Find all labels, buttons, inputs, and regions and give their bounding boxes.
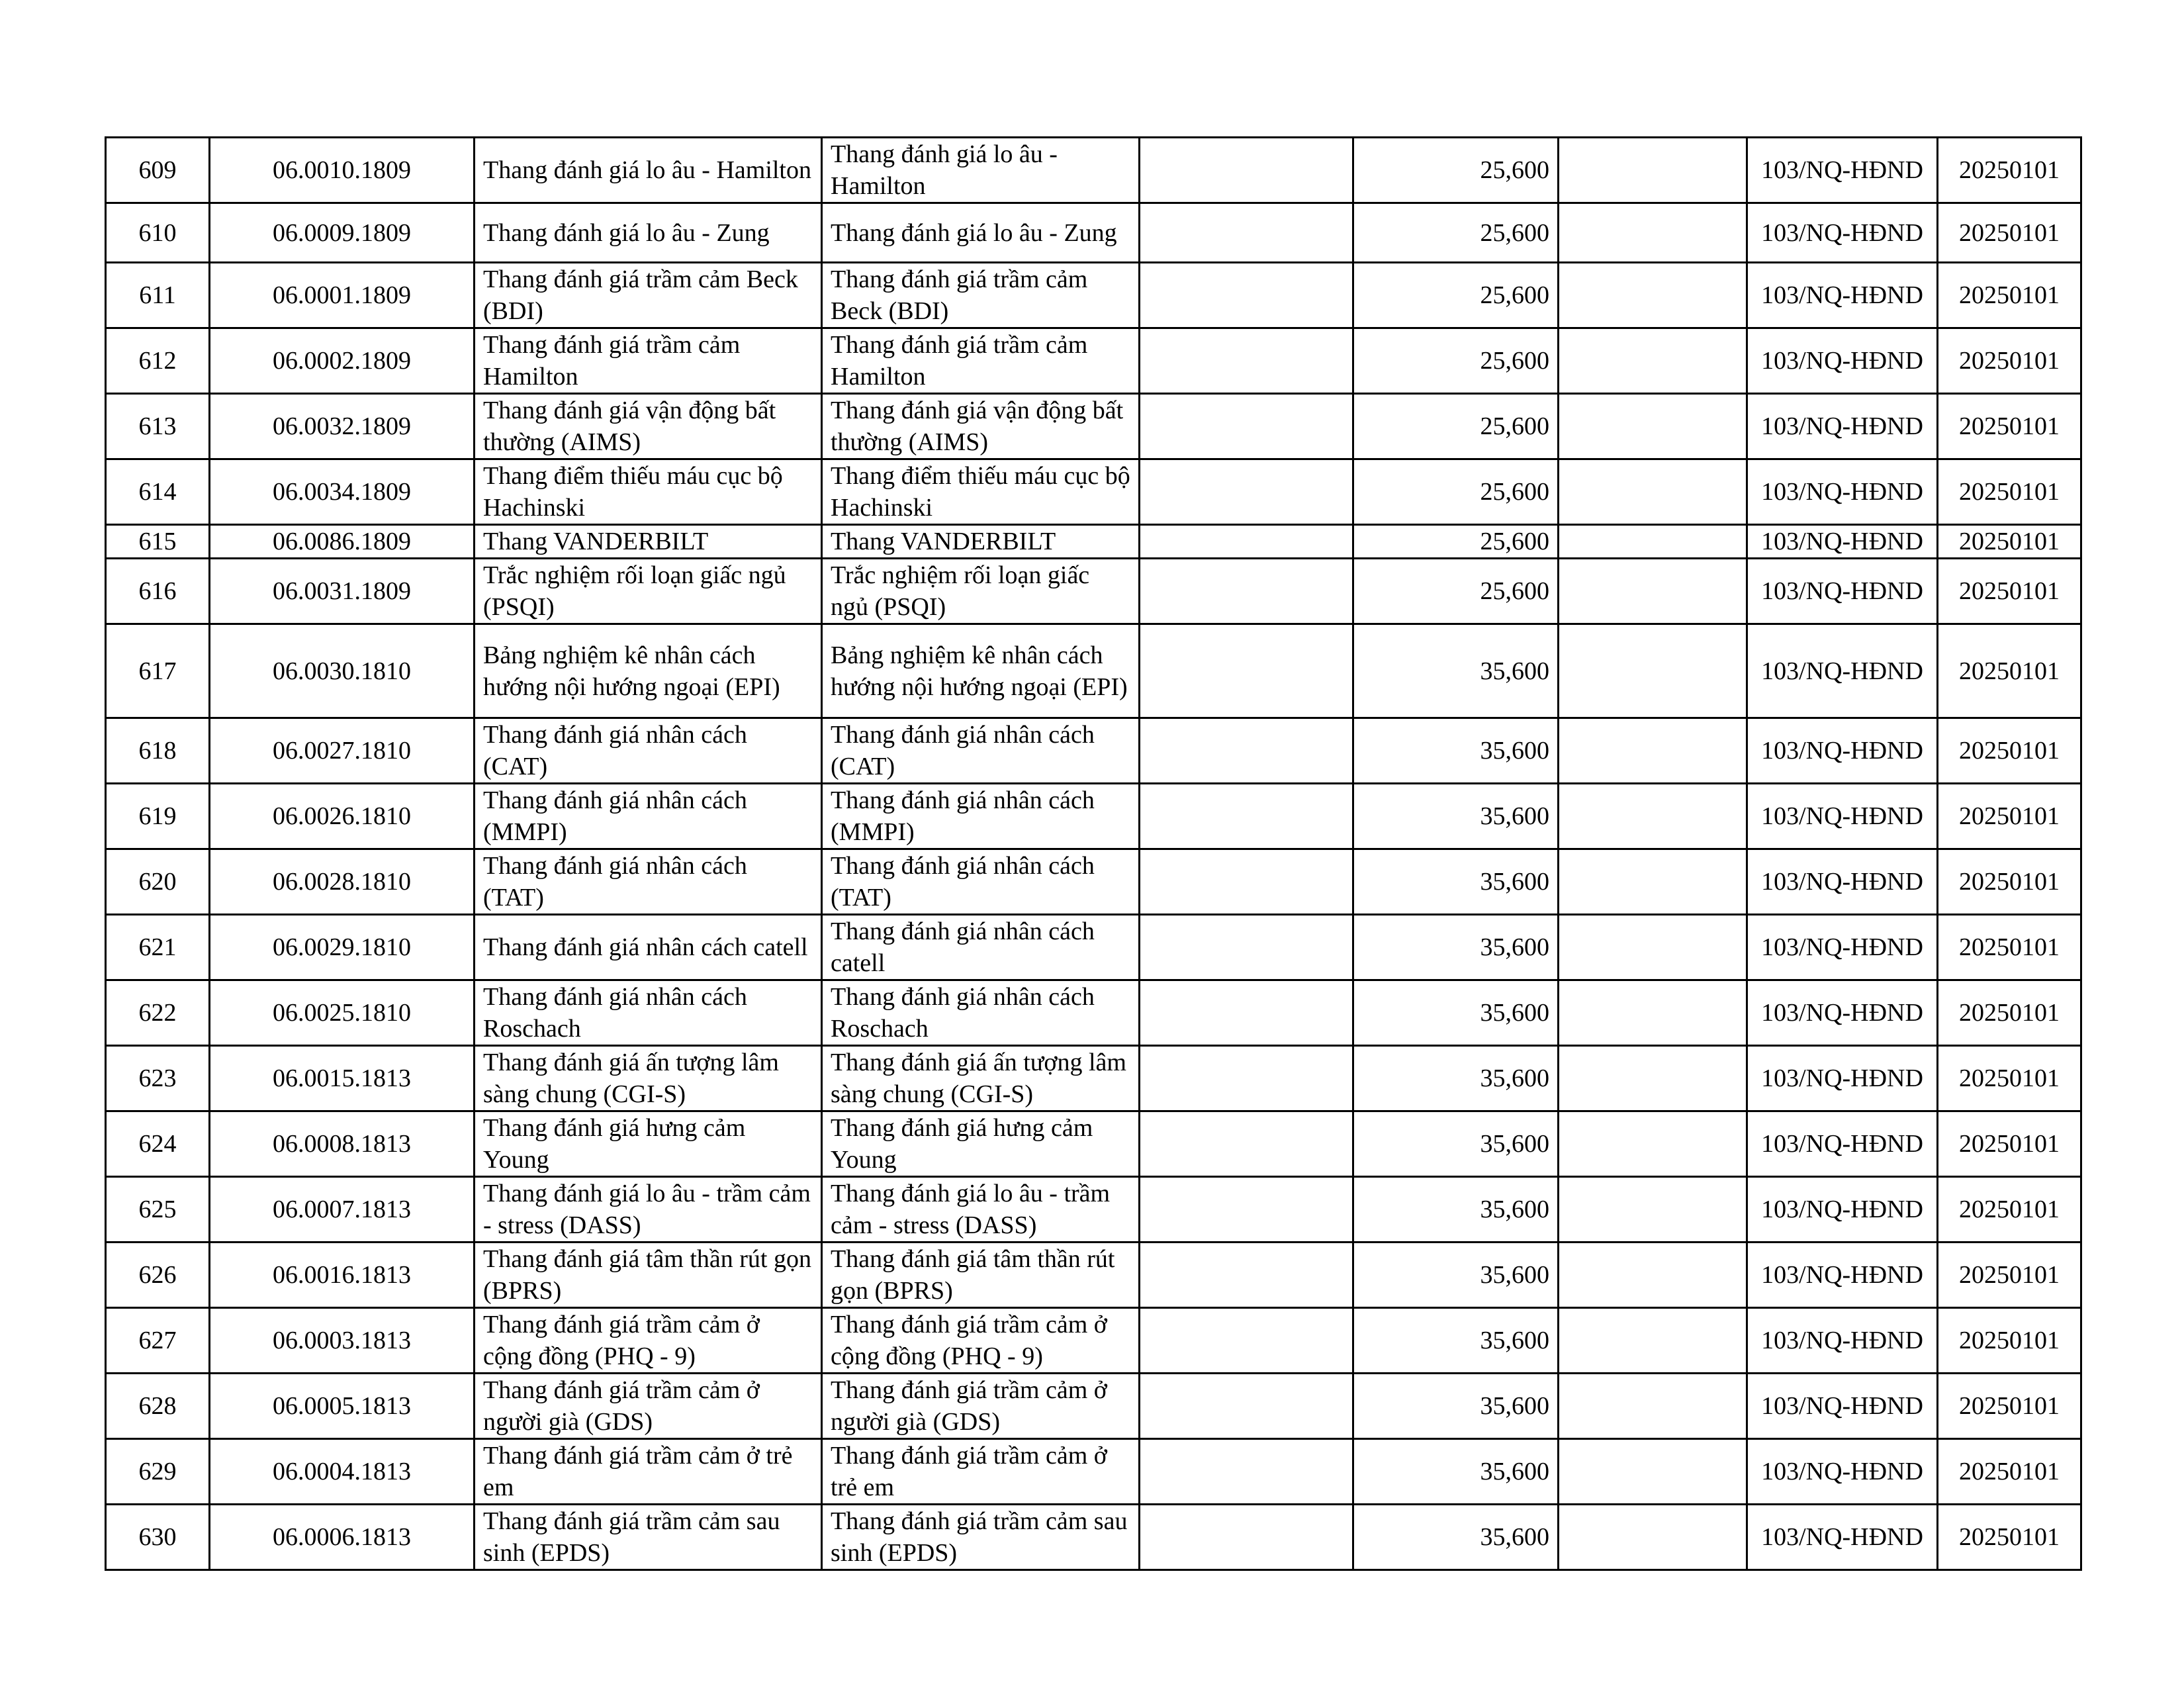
- service-name-cell: Thang đánh giá lo âu - Hamilton: [475, 138, 822, 203]
- service-name-cell: Thang đánh giá nhân cách (CAT): [475, 718, 822, 784]
- price-cell: 25,600: [1353, 459, 1559, 525]
- service-name-alt-cell: Thang đánh giá trầm cảm sau sinh (EPDS): [822, 1505, 1140, 1570]
- row-number-cell: 629: [106, 1439, 210, 1505]
- service-name-alt-cell: Thang đánh giá nhân cách (MMPI): [822, 784, 1140, 849]
- service-name-alt-cell: Trắc nghiệm rối loạn giấc ngủ (PSQI): [822, 559, 1140, 624]
- effective-date-cell: 20250101: [1938, 1308, 2081, 1374]
- table-row: [106, 1111, 2081, 1177]
- service-code-cell: 06.0007.1813: [210, 1177, 475, 1243]
- price-cell: 35,600: [1353, 980, 1559, 1046]
- service-name-cell: Thang đánh giá tâm thần rút gọn (BPRS): [475, 1243, 822, 1308]
- extra-cell: [1559, 394, 1747, 459]
- price-cell: 35,600: [1353, 718, 1559, 784]
- table-row: [106, 1374, 2081, 1439]
- effective-date-cell: 20250101: [1938, 718, 2081, 784]
- effective-date-cell: 20250101: [1938, 915, 2081, 980]
- service-name-alt-cell: Thang đánh giá tâm thần rút gọn (BPRS): [822, 1243, 1140, 1308]
- resolution-cell: 103/NQ-HĐND: [1747, 1308, 1938, 1374]
- service-name-cell: Thang đánh giá ấn tượng lâm sàng chung (CGI-S): [475, 1046, 822, 1111]
- note-cell: [1140, 718, 1353, 784]
- service-name-cell: Thang đánh giá nhân cách (TAT): [475, 849, 822, 915]
- price-cell: 35,600: [1353, 849, 1559, 915]
- row-number-cell: 624: [106, 1111, 210, 1177]
- service-code-cell: 06.0001.1809: [210, 263, 475, 328]
- service-code-cell: 06.0005.1813: [210, 1374, 475, 1439]
- row-number-cell: 618: [106, 718, 210, 784]
- service-name-cell: Thang đánh giá lo âu - trầm cảm - stress (DASS): [475, 1177, 822, 1243]
- service-name-alt-cell: Thang VANDERBILT: [822, 525, 1140, 559]
- service-name-alt-cell: Thang đánh giá lo âu - Hamilton: [822, 138, 1140, 203]
- price-cell: 35,600: [1353, 784, 1559, 849]
- note-cell: [1140, 138, 1353, 203]
- note-cell: [1140, 1505, 1353, 1570]
- price-cell: 25,600: [1353, 138, 1559, 203]
- price-cell: 35,600: [1353, 1177, 1559, 1243]
- note-cell: [1140, 1046, 1353, 1111]
- service-code-cell: 06.0029.1810: [210, 915, 475, 980]
- note-cell: [1140, 203, 1353, 263]
- service-name-alt-cell: Thang đánh giá trầm cảm ở trẻ em: [822, 1439, 1140, 1505]
- table-row: [106, 1177, 2081, 1243]
- service-code-cell: 06.0010.1809: [210, 138, 475, 203]
- table-row: [106, 849, 2081, 915]
- extra-cell: [1559, 1243, 1747, 1308]
- service-code-cell: 06.0009.1809: [210, 203, 475, 263]
- table-body: [106, 138, 2081, 1570]
- row-number-cell: 619: [106, 784, 210, 849]
- extra-cell: [1559, 1374, 1747, 1439]
- service-name-alt-cell: Bảng nghiệm kê nhân cách hướng nội hướng ngoại (EPI): [822, 624, 1140, 718]
- row-number-cell: 614: [106, 459, 210, 525]
- effective-date-cell: 20250101: [1938, 624, 2081, 718]
- price-cell: 35,600: [1353, 1111, 1559, 1177]
- note-cell: [1140, 559, 1353, 624]
- service-name-cell: Thang đánh giá nhân cách catell: [475, 915, 822, 980]
- resolution-cell: 103/NQ-HĐND: [1747, 1505, 1938, 1570]
- resolution-cell: 103/NQ-HĐND: [1747, 784, 1938, 849]
- price-cell: 25,600: [1353, 559, 1559, 624]
- note-cell: [1140, 263, 1353, 328]
- service-name-cell: Thang đánh giá nhân cách (MMPI): [475, 784, 822, 849]
- resolution-cell: 103/NQ-HĐND: [1747, 203, 1938, 263]
- table-row: [106, 459, 2081, 525]
- row-number-cell: 626: [106, 1243, 210, 1308]
- service-code-cell: 06.0003.1813: [210, 1308, 475, 1374]
- row-number-cell: 612: [106, 328, 210, 394]
- row-number-cell: 625: [106, 1177, 210, 1243]
- effective-date-cell: 20250101: [1938, 1243, 2081, 1308]
- resolution-cell: 103/NQ-HĐND: [1747, 624, 1938, 718]
- service-name-cell: Thang đánh giá vận động bất thường (AIMS): [475, 394, 822, 459]
- service-name-cell: Thang đánh giá nhân cách Roschach: [475, 980, 822, 1046]
- price-cell: 35,600: [1353, 1374, 1559, 1439]
- price-cell: 35,600: [1353, 1046, 1559, 1111]
- extra-cell: [1559, 1308, 1747, 1374]
- note-cell: [1140, 1111, 1353, 1177]
- effective-date-cell: 20250101: [1938, 263, 2081, 328]
- service-code-cell: 06.0016.1813: [210, 1243, 475, 1308]
- resolution-cell: 103/NQ-HĐND: [1747, 559, 1938, 624]
- effective-date-cell: 20250101: [1938, 784, 2081, 849]
- note-cell: [1140, 915, 1353, 980]
- table-row: [106, 263, 2081, 328]
- price-cell: 35,600: [1353, 624, 1559, 718]
- note-cell: [1140, 624, 1353, 718]
- service-name-cell: Trắc nghiệm rối loạn giấc ngủ (PSQI): [475, 559, 822, 624]
- service-name-cell: Thang đánh giá lo âu - Zung: [475, 203, 822, 263]
- extra-cell: [1559, 1111, 1747, 1177]
- note-cell: [1140, 1439, 1353, 1505]
- extra-cell: [1559, 203, 1747, 263]
- note-cell: [1140, 1374, 1353, 1439]
- service-name-alt-cell: Thang đánh giá nhân cách (CAT): [822, 718, 1140, 784]
- note-cell: [1140, 1177, 1353, 1243]
- effective-date-cell: 20250101: [1938, 394, 2081, 459]
- row-number-cell: 616: [106, 559, 210, 624]
- service-code-cell: 06.0034.1809: [210, 459, 475, 525]
- resolution-cell: 103/NQ-HĐND: [1747, 394, 1938, 459]
- resolution-cell: 103/NQ-HĐND: [1747, 1046, 1938, 1111]
- table-row: [106, 1308, 2081, 1374]
- extra-cell: [1559, 1177, 1747, 1243]
- service-code-cell: 06.0030.1810: [210, 624, 475, 718]
- service-name-alt-cell: Thang đánh giá vận động bất thường (AIMS): [822, 394, 1140, 459]
- extra-cell: [1559, 849, 1747, 915]
- price-cell: 35,600: [1353, 915, 1559, 980]
- resolution-cell: 103/NQ-HĐND: [1747, 1243, 1938, 1308]
- price-table: [105, 136, 2082, 1571]
- effective-date-cell: 20250101: [1938, 1111, 2081, 1177]
- table-row: [106, 915, 2081, 980]
- service-code-cell: 06.0028.1810: [210, 849, 475, 915]
- row-number-cell: 615: [106, 525, 210, 559]
- effective-date-cell: 20250101: [1938, 459, 2081, 525]
- service-code-cell: 06.0032.1809: [210, 394, 475, 459]
- service-name-alt-cell: Thang đánh giá trầm cảm Hamilton: [822, 328, 1140, 394]
- service-name-cell: Bảng nghiệm kê nhân cách hướng nội hướng ngoại (EPI): [475, 624, 822, 718]
- table-row: [106, 718, 2081, 784]
- effective-date-cell: 20250101: [1938, 525, 2081, 559]
- price-cell: 25,600: [1353, 263, 1559, 328]
- effective-date-cell: 20250101: [1938, 138, 2081, 203]
- note-cell: [1140, 394, 1353, 459]
- table-row: [106, 203, 2081, 263]
- service-code-cell: 06.0008.1813: [210, 1111, 475, 1177]
- row-number-cell: 609: [106, 138, 210, 203]
- extra-cell: [1559, 138, 1747, 203]
- extra-cell: [1559, 915, 1747, 980]
- resolution-cell: 103/NQ-HĐND: [1747, 1111, 1938, 1177]
- service-name-cell: Thang đánh giá trầm cảm ở trẻ em: [475, 1439, 822, 1505]
- service-name-alt-cell: Thang đánh giá lo âu - Zung: [822, 203, 1140, 263]
- note-cell: [1140, 849, 1353, 915]
- row-number-cell: 610: [106, 203, 210, 263]
- extra-cell: [1559, 980, 1747, 1046]
- effective-date-cell: 20250101: [1938, 1439, 2081, 1505]
- price-cell: 25,600: [1353, 328, 1559, 394]
- extra-cell: [1559, 559, 1747, 624]
- row-number-cell: 623: [106, 1046, 210, 1111]
- table-row: [106, 1046, 2081, 1111]
- table-row: [106, 328, 2081, 394]
- resolution-cell: 103/NQ-HĐND: [1747, 1177, 1938, 1243]
- price-cell: 35,600: [1353, 1439, 1559, 1505]
- note-cell: [1140, 1243, 1353, 1308]
- table-row: [106, 624, 2081, 718]
- table-row: [106, 1505, 2081, 1570]
- price-cell: 35,600: [1353, 1308, 1559, 1374]
- service-name-alt-cell: Thang đánh giá trầm cảm ở cộng đồng (PHQ - 9): [822, 1308, 1140, 1374]
- service-code-cell: 06.0027.1810: [210, 718, 475, 784]
- effective-date-cell: 20250101: [1938, 1505, 2081, 1570]
- price-cell: 35,600: [1353, 1505, 1559, 1570]
- resolution-cell: 103/NQ-HĐND: [1747, 138, 1938, 203]
- table-row: [106, 1243, 2081, 1308]
- row-number-cell: 611: [106, 263, 210, 328]
- table-row: [106, 1439, 2081, 1505]
- table-row: [106, 980, 2081, 1046]
- extra-cell: [1559, 718, 1747, 784]
- price-cell: 35,600: [1353, 1243, 1559, 1308]
- table-row: [106, 525, 2081, 559]
- table-row: [106, 394, 2081, 459]
- extra-cell: [1559, 328, 1747, 394]
- extra-cell: [1559, 1046, 1747, 1111]
- resolution-cell: 103/NQ-HĐND: [1747, 915, 1938, 980]
- service-code-cell: 06.0031.1809: [210, 559, 475, 624]
- price-cell: 25,600: [1353, 525, 1559, 559]
- extra-cell: [1559, 624, 1747, 718]
- effective-date-cell: 20250101: [1938, 1374, 2081, 1439]
- service-name-alt-cell: Thang đánh giá hưng cảm Young: [822, 1111, 1140, 1177]
- effective-date-cell: 20250101: [1938, 328, 2081, 394]
- service-code-cell: 06.0015.1813: [210, 1046, 475, 1111]
- resolution-cell: 103/NQ-HĐND: [1747, 459, 1938, 525]
- resolution-cell: 103/NQ-HĐND: [1747, 263, 1938, 328]
- row-number-cell: 613: [106, 394, 210, 459]
- service-name-alt-cell: Thang đánh giá nhân cách (TAT): [822, 849, 1140, 915]
- resolution-cell: 103/NQ-HĐND: [1747, 980, 1938, 1046]
- service-name-cell: Thang đánh giá trầm cảm Beck (BDI): [475, 263, 822, 328]
- service-code-cell: 06.0086.1809: [210, 525, 475, 559]
- row-number-cell: 617: [106, 624, 210, 718]
- row-number-cell: 621: [106, 915, 210, 980]
- effective-date-cell: 20250101: [1938, 1046, 2081, 1111]
- note-cell: [1140, 980, 1353, 1046]
- note-cell: [1140, 784, 1353, 849]
- service-name-alt-cell: Thang đánh giá lo âu - trầm cảm - stress (DASS): [822, 1177, 1140, 1243]
- effective-date-cell: 20250101: [1938, 849, 2081, 915]
- service-code-cell: 06.0025.1810: [210, 980, 475, 1046]
- row-number-cell: 622: [106, 980, 210, 1046]
- effective-date-cell: 20250101: [1938, 203, 2081, 263]
- extra-cell: [1559, 1439, 1747, 1505]
- service-name-alt-cell: Thang đánh giá trầm cảm ở người già (GDS): [822, 1374, 1140, 1439]
- service-name-cell: Thang đánh giá hưng cảm Young: [475, 1111, 822, 1177]
- table-row: [106, 559, 2081, 624]
- note-cell: [1140, 459, 1353, 525]
- effective-date-cell: 20250101: [1938, 559, 2081, 624]
- row-number-cell: 628: [106, 1374, 210, 1439]
- extra-cell: [1559, 784, 1747, 849]
- row-number-cell: 630: [106, 1505, 210, 1570]
- note-cell: [1140, 525, 1353, 559]
- service-name-alt-cell: Thang điểm thiếu máu cục bộ Hachinski: [822, 459, 1140, 525]
- service-name-cell: Thang đánh giá trầm cảm sau sinh (EPDS): [475, 1505, 822, 1570]
- price-cell: 25,600: [1353, 203, 1559, 263]
- resolution-cell: 103/NQ-HĐND: [1747, 328, 1938, 394]
- service-code-cell: 06.0004.1813: [210, 1439, 475, 1505]
- service-name-cell: Thang đánh giá trầm cảm ở cộng đồng (PHQ - 9): [475, 1308, 822, 1374]
- extra-cell: [1559, 459, 1747, 525]
- note-cell: [1140, 328, 1353, 394]
- table-row: [106, 138, 2081, 203]
- row-number-cell: 627: [106, 1308, 210, 1374]
- note-cell: [1140, 1308, 1353, 1374]
- effective-date-cell: 20250101: [1938, 980, 2081, 1046]
- service-name-cell: Thang đánh giá trầm cảm ở người già (GDS): [475, 1374, 822, 1439]
- resolution-cell: 103/NQ-HĐND: [1747, 849, 1938, 915]
- service-name-cell: Thang điểm thiếu máu cục bộ Hachinski: [475, 459, 822, 525]
- effective-date-cell: 20250101: [1938, 1177, 2081, 1243]
- resolution-cell: 103/NQ-HĐND: [1747, 718, 1938, 784]
- service-code-cell: 06.0026.1810: [210, 784, 475, 849]
- extra-cell: [1559, 1505, 1747, 1570]
- service-code-cell: 06.0006.1813: [210, 1505, 475, 1570]
- resolution-cell: 103/NQ-HĐND: [1747, 1439, 1938, 1505]
- service-name-alt-cell: Thang đánh giá nhân cách catell: [822, 915, 1140, 980]
- price-cell: 25,600: [1353, 394, 1559, 459]
- resolution-cell: 103/NQ-HĐND: [1747, 525, 1938, 559]
- service-name-cell: Thang VANDERBILT: [475, 525, 822, 559]
- service-name-alt-cell: Thang đánh giá nhân cách Roschach: [822, 980, 1140, 1046]
- service-name-cell: Thang đánh giá trầm cảm Hamilton: [475, 328, 822, 394]
- service-name-alt-cell: Thang đánh giá ấn tượng lâm sàng chung (CGI-S): [822, 1046, 1140, 1111]
- extra-cell: [1559, 263, 1747, 328]
- row-number-cell: 620: [106, 849, 210, 915]
- service-code-cell: 06.0002.1809: [210, 328, 475, 394]
- resolution-cell: 103/NQ-HĐND: [1747, 1374, 1938, 1439]
- table-row: [106, 784, 2081, 849]
- service-name-alt-cell: Thang đánh giá trầm cảm Beck (BDI): [822, 263, 1140, 328]
- extra-cell: [1559, 525, 1747, 559]
